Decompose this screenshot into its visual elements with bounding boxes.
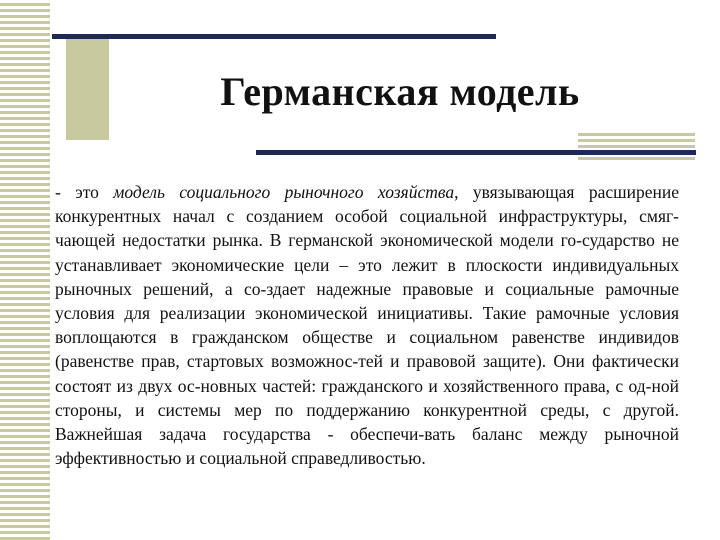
top-title-rule [52, 34, 496, 39]
body-prefix: - это [55, 182, 114, 202]
body-rest: , увязывающая расширение конкурентных начал с созданием особой социальной инфраструктуры, смяг-чающей недостатки рынка. В германской экономической модели го-сударство не устанавливает экономические цели – это лежит в плоскости индивидуальных рыночных решений, а со-здает надежные правовые и социальные рамочные условия для реализации экономической инициативы. Такие рамочные условия воплощаются в гражданском обществе и социальном равенстве индивидов (равенстве прав, стартовых возможнос-тей и правовой защите). Они фактически состоят из двух ос-новных частей: гражданского и хозяйственного права, с од-ной стороны, и системы мер по поддержанию конкурентной среды, с другой. Важнейшая задача государства - обеспечи-вать баланс между рыночной эффективностью и социальной справедливостью. [55, 182, 679, 469]
right-stripe-decoration [578, 130, 695, 163]
slide-title: Германская модель [220, 69, 580, 114]
body-emphasis: модель социального рыночного хозяйства [113, 182, 455, 202]
left-stripe-decoration [0, 0, 50, 540]
bottom-title-rule [256, 150, 696, 155]
olive-accent-block [66, 36, 109, 140]
slide-body-text [55, 180, 679, 470]
